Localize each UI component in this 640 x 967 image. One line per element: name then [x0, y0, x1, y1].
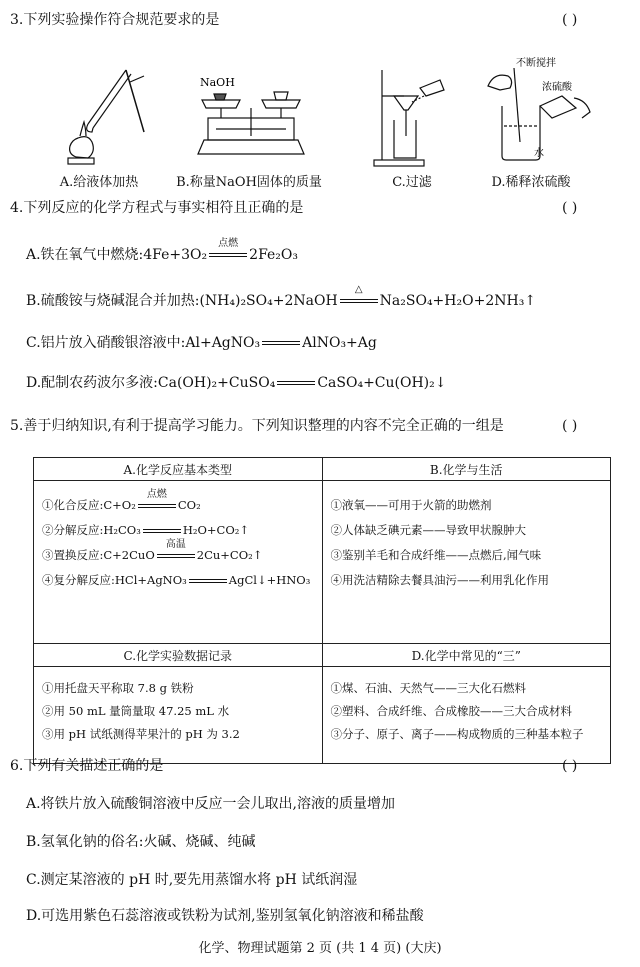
option-6d: D.可选用紫色石蕊溶液或铁粉为试剂,鉴别氢氧化钠溶液和稀盐酸	[26, 908, 424, 924]
table-b-row-4: ④用洗洁精除去餐具油污——利用乳化作用	[330, 573, 549, 587]
table-b-row-2: ②人体缺乏碘元素——导致甲状腺肿大	[330, 523, 526, 537]
question-5-stem: 5.善于归纳知识,有利于提高学习能力。下列知识整理的内容不完全正确的一组是	[10, 418, 504, 434]
table-a-row-3: ③置换反应:C+2CuO 高温 2Cu+CO₂↑	[42, 539, 263, 562]
table-cell-a	[34, 481, 323, 644]
question-6-answer-paren: ( )	[562, 758, 578, 774]
question-6-stem: 6.下列有关描述正确的是	[10, 758, 164, 774]
table-a-row-4: ④复分解反应:HCl+AgNO₃ AgCl↓+HNO₃	[42, 573, 311, 587]
figure-filtration	[370, 66, 450, 170]
table-head-d: D.化学中常见的“三”	[322, 644, 611, 667]
naoh-label: NaOH	[200, 76, 235, 89]
table-c-row-3: ③用 pH 试纸测得苹果汁的 pH 为 3.2	[42, 727, 240, 741]
option-4a: A.铁在氧气中燃烧:4Fe+3O₂ 点燃 2Fe₂O₃	[26, 238, 298, 263]
table-head-c: C.化学实验数据记录	[34, 644, 323, 667]
question-3-answer-paren: ( )	[562, 12, 578, 28]
table-cell-c	[34, 667, 323, 764]
option-6c: C.测定某溶液的 pH 时,要先用蒸馏水将 pH 试纸润湿	[26, 872, 358, 888]
table-a-row-1: ①化合反应:C+O₂ 点燃 CO₂	[42, 489, 201, 512]
option-3c: C.过滤	[392, 175, 432, 190]
table-d-row-2: ②塑料、合成纤维、合成橡胶——三大合成材料	[330, 704, 572, 718]
stir-label: 不断搅拌	[516, 58, 556, 69]
table-head-b: B.化学与生活	[322, 458, 611, 481]
knowledge-table	[33, 457, 611, 764]
option-4b: B.硫酸铵与烧碱混合并加热:(NH₄)₂SO₄+2NaOH △ Na₂SO₄+H₂O+2NH₃↑	[26, 284, 537, 309]
option-3d: D.稀释浓硫酸	[491, 175, 571, 190]
acid-label: 浓硫酸	[542, 82, 572, 93]
option-4d: D.配制农药波尔多液:Ca(OH)₂+CuSO₄ CaSO₄+Cu(OH)₂↓	[26, 375, 447, 391]
question-4-stem: 4.下列反应的化学方程式与事实相符且正确的是	[10, 200, 304, 216]
table-b-row-3: ③鉴别羊毛和合成纤维——点燃后,闻气味	[330, 548, 542, 562]
option-4c: C.铝片放入硝酸银溶液中:Al+AgNO₃ AlNO₃+Ag	[26, 335, 377, 351]
table-b-row-1: ①液氧——可用于火箭的助燃剂	[330, 498, 492, 512]
option-6b: B.氢氧化钠的俗名:火碱、烧碱、纯碱	[26, 834, 256, 850]
table-d-row-1: ①煤、石油、天然气——三大化石燃料	[330, 681, 526, 695]
page-footer: 化学、物理试题第 2 页 (共 1 4 页) (大庆)	[198, 941, 442, 956]
figure-dilution	[480, 56, 600, 170]
water-label: 水	[534, 148, 544, 159]
table-cell-d	[322, 667, 611, 764]
option-3a: A.给液体加热	[59, 175, 139, 190]
question-3-stem: 3.下列实验操作符合规范要求的是	[10, 12, 220, 28]
table-c-row-2: ②用 50 mL 量筒量取 47.25 mL 水	[42, 704, 230, 718]
table-cell-b	[322, 481, 611, 644]
table-head-a: A.化学反应基本类型	[34, 458, 323, 481]
figure-heating-liquid	[48, 62, 148, 170]
option-3b: B.称量NaOH固体的质量	[176, 175, 322, 190]
question-4-answer-paren: ( )	[562, 200, 578, 216]
figure-balance	[196, 74, 308, 170]
table-d-row-3: ③分子、原子、离子——构成物质的三种基本粒子	[330, 727, 584, 741]
question-5-answer-paren: ( )	[562, 418, 578, 434]
option-6a: A.将铁片放入硫酸铜溶液中反应一会儿取出,溶液的质量增加	[26, 796, 396, 812]
table-a-row-2: ②分解反应:H₂CO₃ H₂O+CO₂↑	[42, 523, 250, 537]
table-c-row-1: ①用托盘天平称取 7.8 g 铁粉	[42, 681, 194, 695]
